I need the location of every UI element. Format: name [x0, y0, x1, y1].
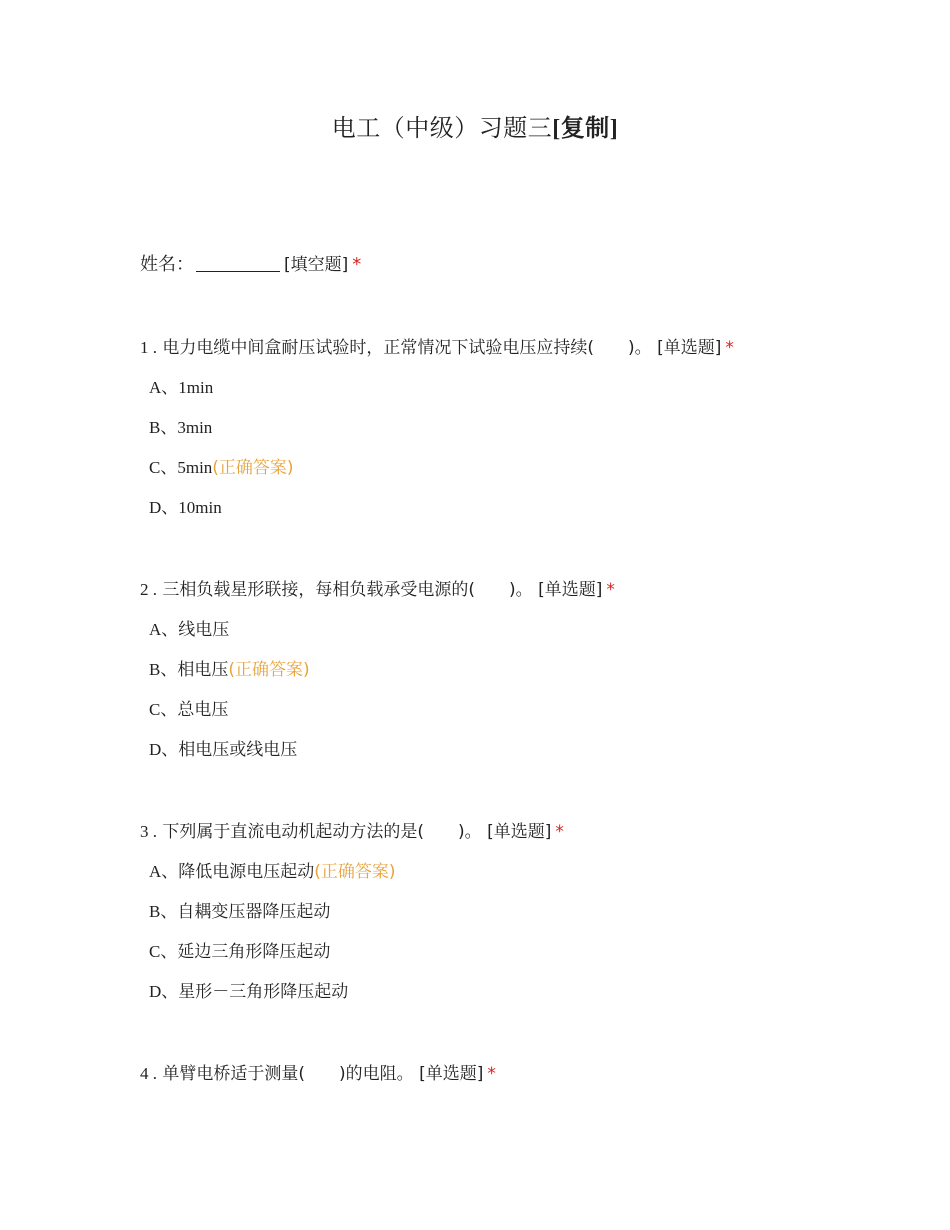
question-type-tag: [单选题]: [487, 822, 552, 842]
option-letter: B、: [149, 418, 178, 437]
question-number: 3 .: [140, 822, 157, 841]
option-text: 3min: [177, 418, 213, 437]
correct-answer-mark: (正确答案): [228, 660, 310, 680]
option-b[interactable]: [149, 418, 860, 458]
option-text: 自耦变压器降压起动: [177, 902, 331, 922]
required-mark: *: [555, 822, 564, 842]
option-letter: B、: [149, 660, 178, 679]
option-list: [140, 620, 860, 780]
question-number: 4 .: [140, 1064, 157, 1083]
option-letter: A、: [149, 378, 179, 397]
question-4: [140, 1059, 860, 1084]
option-d[interactable]: [149, 982, 860, 1022]
option-d[interactable]: [149, 498, 860, 538]
required-mark: *: [352, 254, 362, 275]
option-letter: D、: [149, 740, 179, 759]
page-title: [0, 108, 950, 143]
option-list: [140, 862, 860, 1022]
question-text: 三相负载星形联接，每相负载承受电源的( )。: [162, 580, 533, 600]
option-text: 10min: [178, 498, 222, 517]
option-letter: C、: [149, 700, 178, 719]
option-text: 相电压或线电压: [178, 740, 298, 760]
question-header: [140, 1059, 860, 1084]
name-field-type-tag: [填空题]: [284, 255, 349, 275]
option-letter: B、: [149, 902, 178, 921]
option-letter: A、: [149, 862, 179, 881]
option-letter: D、: [149, 498, 179, 517]
question-3: [140, 817, 860, 1022]
title-suffix: [复制]: [552, 116, 619, 142]
question-type-tag: [单选题]: [419, 1064, 484, 1084]
option-letter: A、: [149, 620, 179, 639]
question-2: [140, 575, 860, 780]
question-header: [140, 817, 860, 842]
option-text: 1min: [178, 378, 214, 397]
option-list: [140, 378, 860, 538]
question-text: 电力电缆中间盒耐压试验时，正常情况下试验电压应持续( )。: [162, 338, 652, 358]
title-main: 电工（中级）习题三: [331, 116, 553, 142]
option-d[interactable]: [149, 740, 860, 780]
required-mark: *: [725, 338, 734, 358]
correct-answer-mark: (正确答案): [212, 458, 294, 478]
name-field-label: 姓名：: [140, 254, 194, 275]
option-text: 线电压: [178, 620, 230, 640]
option-b[interactable]: [149, 902, 860, 942]
question-1: [140, 333, 860, 538]
question-header: [140, 333, 860, 358]
question-number: 2 .: [140, 580, 157, 599]
question-type-tag: [单选题]: [657, 338, 722, 358]
name-input-blank[interactable]: [196, 253, 280, 272]
option-text: 总电压: [177, 700, 229, 720]
option-c[interactable]: [149, 700, 860, 740]
option-text: 延边三角形降压起动: [177, 942, 331, 962]
option-text: 5min: [177, 458, 213, 477]
correct-answer-mark: (正确答案): [314, 862, 396, 882]
option-letter: C、: [149, 458, 178, 477]
option-a[interactable]: [149, 620, 860, 660]
name-field-row: [140, 250, 361, 276]
option-text: 相电压: [177, 660, 229, 680]
question-text: 下列属于直流电动机起动方法的是( )。: [162, 822, 482, 842]
option-text: 降低电源电压起动: [178, 862, 315, 882]
required-mark: *: [487, 1064, 496, 1084]
option-a[interactable]: [149, 862, 860, 902]
option-a[interactable]: [149, 378, 860, 418]
option-c[interactable]: [149, 942, 860, 982]
option-b[interactable]: [149, 660, 860, 700]
question-type-tag: [单选题]: [538, 580, 603, 600]
question-number: 1 .: [140, 338, 157, 357]
option-text: 星形－三角形降压起动: [178, 982, 349, 1002]
question-text: 单臂电桥适于测量( )的电阻。: [162, 1064, 414, 1084]
option-letter: D、: [149, 982, 179, 1001]
option-c[interactable]: [149, 458, 860, 498]
option-letter: C、: [149, 942, 178, 961]
required-mark: *: [606, 580, 615, 600]
question-header: [140, 575, 860, 600]
